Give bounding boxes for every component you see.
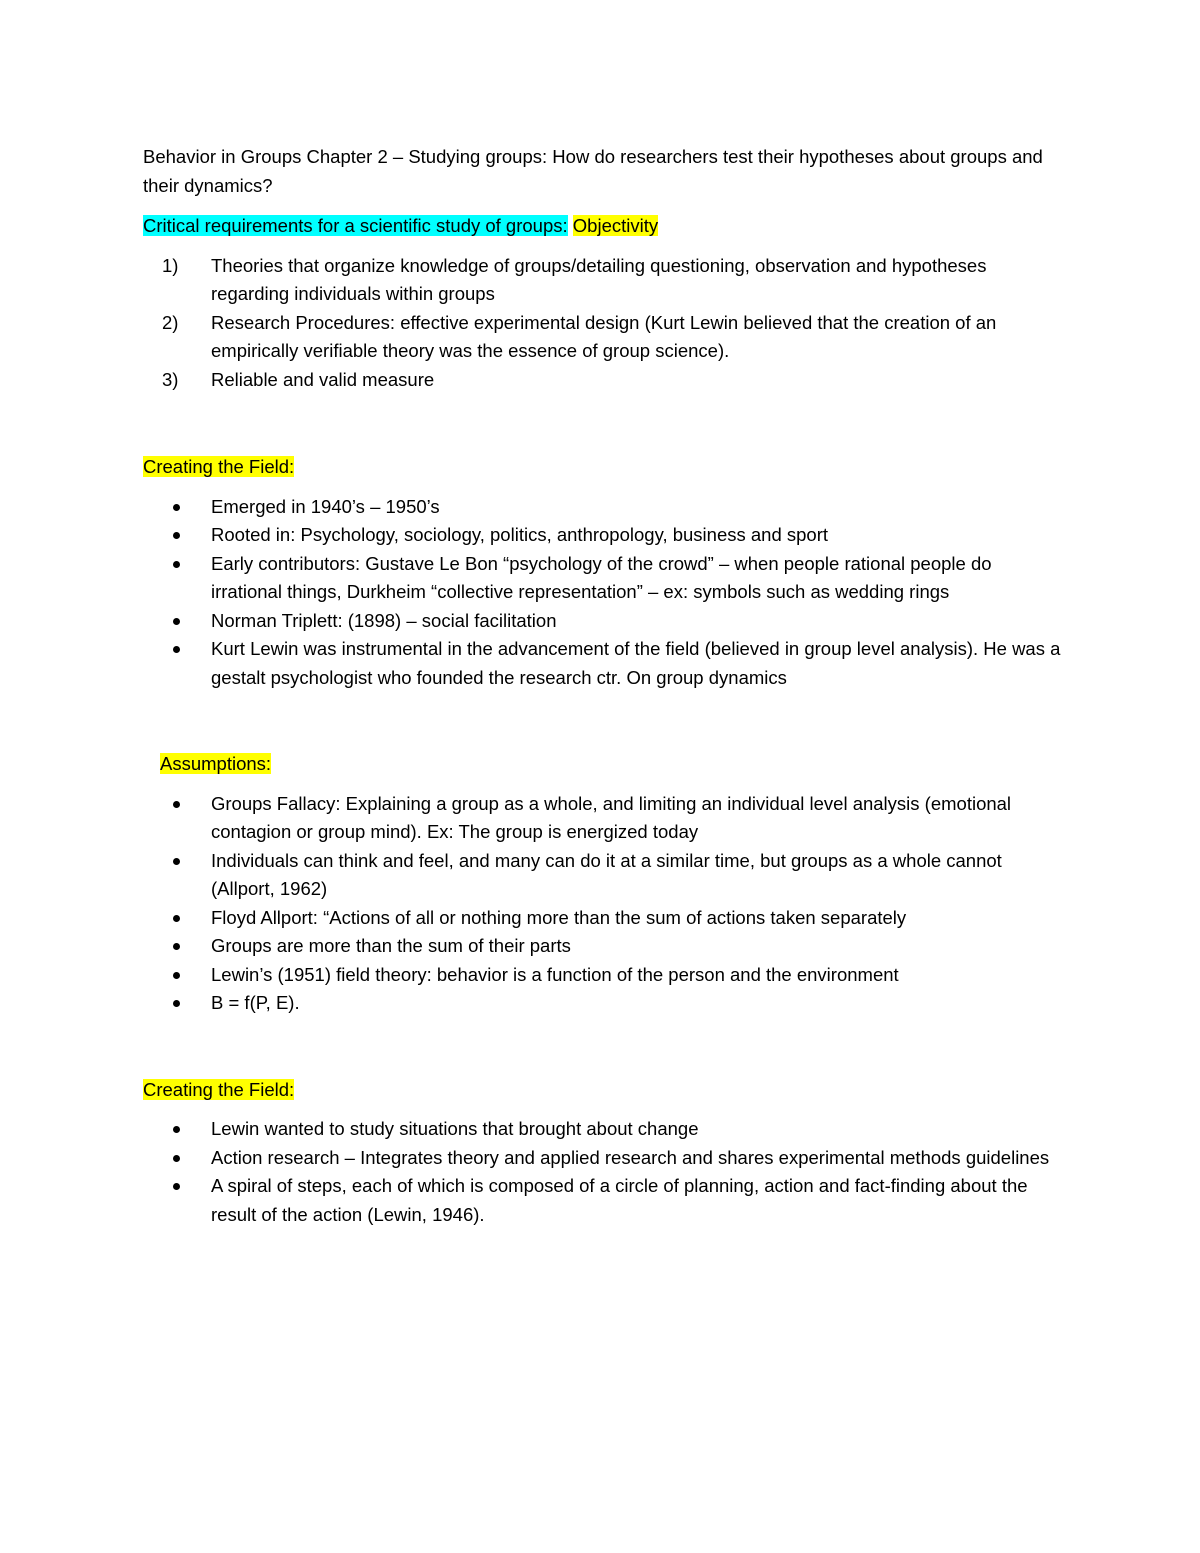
document-title: Behavior in Groups Chapter 2 – Studying groups: How do researchers test their hypotheses about groups and their dynamics? <box>143 146 1043 196</box>
creating-field-heading: Creating the Field: <box>143 456 295 477</box>
objectivity-keyword: Objectivity <box>572 215 659 236</box>
list-item-text: Groups are more than the sum of their parts <box>211 935 571 956</box>
list-item <box>143 847 1063 904</box>
spacer <box>143 1018 1063 1076</box>
list-item <box>143 1115 1063 1144</box>
list-item-text: Action research – Integrates theory and applied research and shares experimental methods guidelines <box>211 1146 1050 1168</box>
list-item <box>143 989 1063 1018</box>
requirements-heading-line <box>143 212 1063 241</box>
list-item-text: Rooted in: Psychology, sociology, politics, anthropology, business and sport <box>211 524 829 545</box>
list-item-text: Norman Triplett: (1898) – social facilitation <box>211 609 557 631</box>
list-item <box>143 252 1063 309</box>
document-body <box>143 143 1063 1229</box>
list-item <box>143 961 1063 990</box>
list-item-text: Kurt Lewin was instrumental in the advancement of the field (believed in group level analysis). He was a gestalt psychologist who founded the research ctr. On group dynamics <box>211 638 1061 688</box>
creating-field-heading: Creating the Field: <box>143 1078 295 1100</box>
spacer <box>143 394 1063 453</box>
bullet-icon <box>173 972 180 979</box>
list-item <box>143 932 1063 961</box>
assumptions-heading: Assumptions: <box>160 753 272 774</box>
list-item <box>143 904 1063 933</box>
bullet-icon <box>173 1126 180 1133</box>
section-heading-line <box>143 750 1063 779</box>
list-item-text: A spiral of steps, each of which is composed of a circle of planning, action and fact-finding about the result of the action (Lewin, 1946). <box>211 1175 1028 1225</box>
section-heading-line <box>143 453 1063 482</box>
list-item <box>143 635 1063 692</box>
list-item-text: Reliable and valid measure <box>211 368 435 390</box>
list-item-number: 1) <box>162 254 179 276</box>
list-item-text: Lewin wanted to study situations that brought about change <box>211 1118 699 1139</box>
list-item-text: Early contributors: Gustave Le Bon “psychology of the crowd” – when people rational people do irrational things, Durkheim “collective representation” – ex: symbols such as wedding rings <box>211 552 992 602</box>
bullet-icon <box>173 532 180 539</box>
creating-field-list <box>143 1115 1063 1229</box>
list-item-text: Floyd Allport: “Actions of all or nothing more than the sum of actions taken separately <box>211 906 907 928</box>
bullet-icon <box>173 618 180 625</box>
list-item <box>143 1172 1063 1229</box>
list-item-text: B = f(P, E). <box>211 992 300 1013</box>
list-item-text: Theories that organize knowledge of groups/detailing questioning, observation and hypotheses regarding individuals within groups <box>211 254 987 304</box>
creating-field-list <box>143 493 1063 693</box>
list-item-number: 3) <box>162 368 179 390</box>
list-item-text: Emerged in 1940’s – 1950’s <box>211 495 440 517</box>
list-item-text: Lewin’s (1951) field theory: behavior is a function of the person and the environment <box>211 963 899 985</box>
list-item-number: 2) <box>162 311 179 333</box>
bullet-icon <box>173 1183 180 1190</box>
list-item-text: Research Procedures: effective experimental design (Kurt Lewin believed that the creation of an empirically verifiable theory was the essence of group science). <box>211 311 997 361</box>
list-item <box>143 366 1063 395</box>
list-item <box>143 550 1063 607</box>
bullet-icon <box>173 1000 180 1007</box>
bullet-icon <box>173 915 180 922</box>
requirements-heading: Critical requirements for a scientific study of groups: <box>143 215 568 236</box>
assumptions-list <box>143 790 1063 1018</box>
list-item <box>143 1144 1063 1173</box>
list-item <box>143 309 1063 366</box>
bullet-icon <box>173 801 180 808</box>
bullet-icon <box>173 943 180 950</box>
list-item <box>143 790 1063 847</box>
spacer <box>143 692 1063 750</box>
list-item <box>143 493 1063 522</box>
bullet-icon <box>173 858 180 865</box>
section-heading-line <box>143 1076 1063 1105</box>
bullet-icon <box>173 646 180 653</box>
list-item <box>143 521 1063 550</box>
bullet-icon <box>173 504 180 511</box>
list-item <box>143 607 1063 636</box>
list-item-text: Individuals can think and feel, and many can do it at a similar time, but groups as a whole cannot (Allport, 1962) <box>211 849 1002 899</box>
bullet-icon <box>173 1155 180 1162</box>
requirements-list <box>143 252 1063 395</box>
list-item-text: Groups Fallacy: Explaining a group as a whole, and limiting an individual level analysis (emotional contagion or group mind). Ex: The group is energized today <box>211 792 1012 842</box>
bullet-icon <box>173 561 180 568</box>
